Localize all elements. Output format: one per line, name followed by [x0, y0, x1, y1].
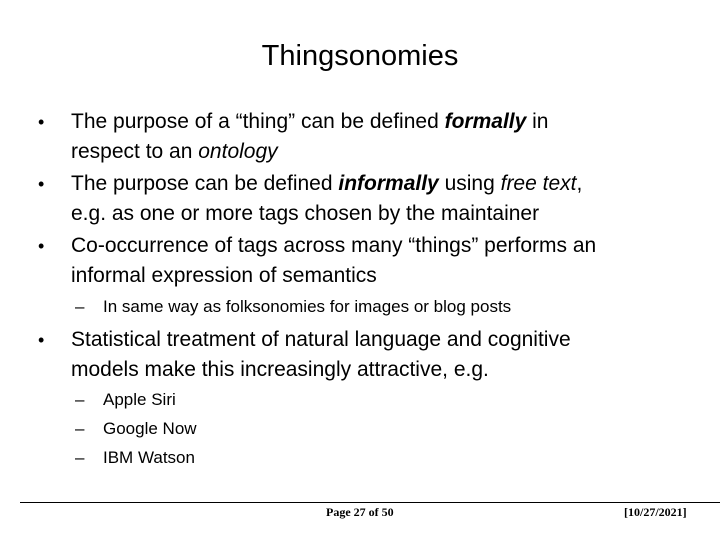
text-run: , — [576, 172, 583, 195]
bullet-line — [71, 199, 691, 229]
text-run: informal expression of semantics — [71, 264, 377, 287]
footer-divider — [20, 502, 720, 503]
bullet-line — [71, 355, 691, 385]
text-run: informally — [338, 172, 439, 195]
text-run: Statistical treatment of natural language and cognitive — [71, 328, 571, 351]
sub-bullet-item — [75, 443, 703, 472]
text-run: ontology — [198, 140, 278, 163]
bullet-line — [71, 137, 691, 167]
sub-bullet-item — [75, 414, 703, 443]
text-run: The purpose of a “thing” can be defined — [71, 110, 445, 133]
sub-bullet-item — [75, 292, 703, 321]
sub-bullet-text: Google Now — [103, 419, 197, 438]
bullet-marker: • — [38, 174, 45, 194]
bullet-marker: • — [38, 112, 45, 132]
bullet-line — [71, 107, 691, 137]
bullet-item — [38, 169, 691, 229]
footer-date: [10/27/2021] — [624, 505, 687, 519]
text-run: Co-occurrence of tags across many “things” performs an — [71, 234, 597, 257]
sub-bullet-marker: – — [75, 419, 85, 438]
text-run: formally — [444, 110, 527, 133]
text-run: in — [526, 110, 549, 133]
bullet-line — [71, 325, 691, 355]
page-number: Page 27 of 50 — [326, 505, 394, 519]
bullet-marker: • — [38, 236, 45, 256]
bullet-item — [38, 231, 691, 291]
sub-bullet-text: IBM Watson — [103, 448, 195, 467]
text-run: free text — [500, 172, 577, 195]
text-run: respect to an — [71, 140, 199, 163]
text-run: using — [438, 172, 501, 195]
text-run: e.g. as one or more tags chosen by the maintainer — [71, 202, 540, 225]
bullet-item — [38, 107, 691, 167]
bullet-item — [38, 325, 691, 385]
sub-bullet-item — [75, 385, 703, 414]
text-run: The purpose can be defined — [71, 172, 339, 195]
bullet-line — [71, 261, 691, 291]
slide-title: Thingsonomies — [261, 40, 459, 72]
sub-bullet-marker: – — [75, 297, 85, 316]
bullet-marker: • — [38, 330, 45, 350]
bullet-line — [71, 169, 691, 199]
sub-bullet-marker: – — [75, 448, 85, 467]
sub-bullet-text: Apple Siri — [103, 390, 176, 409]
text-run: models make this increasingly attractive, e.g. — [71, 358, 489, 381]
sub-bullet-text: In same way as folksonomies for images or blog posts — [103, 297, 512, 316]
bullet-line — [71, 231, 691, 261]
sub-bullet-marker: – — [75, 390, 85, 409]
